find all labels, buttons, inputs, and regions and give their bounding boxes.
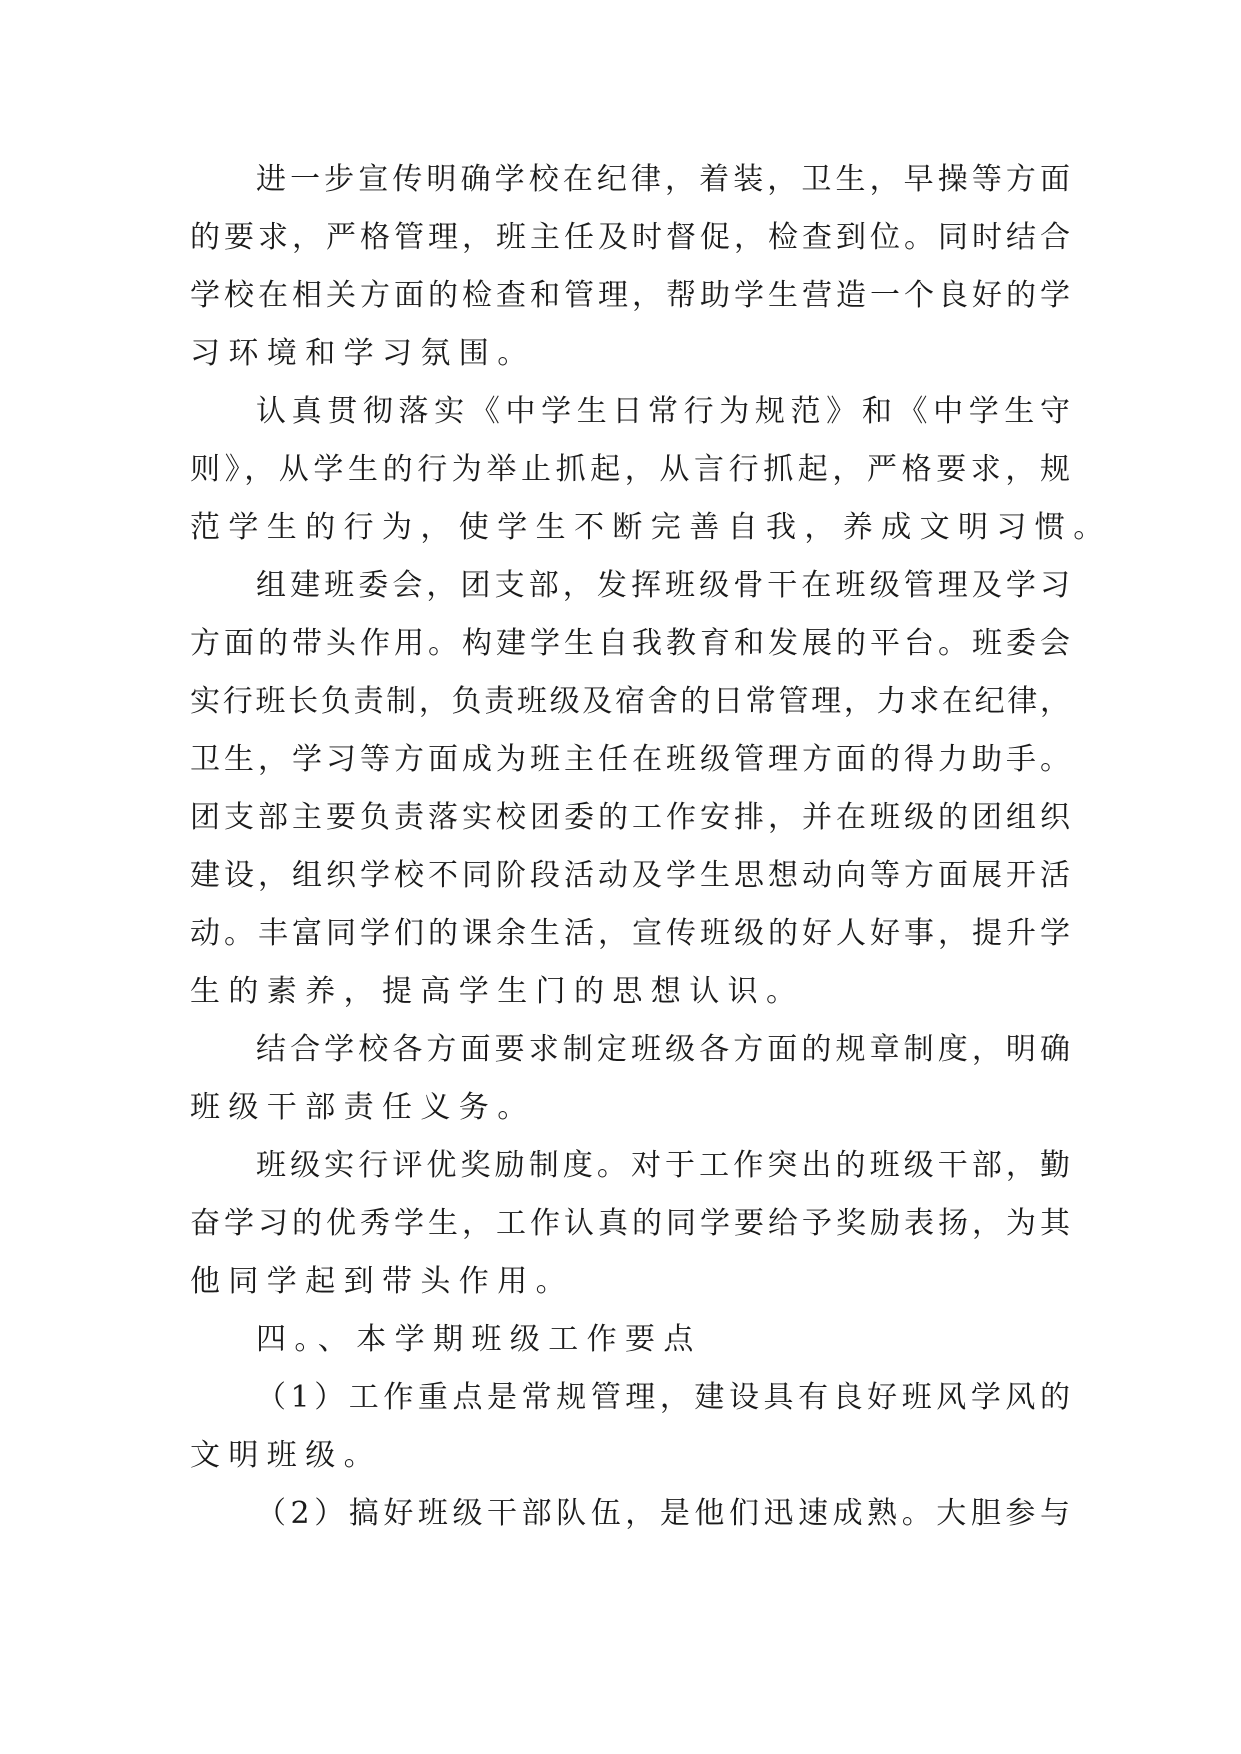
text-line: （2）搞好班级干部队伍，是他们迅速成熟。大胆参与 [256,1496,1070,1531]
text-line: 他同学起到带头作用。 [190,1264,574,1299]
text-line: 结合学校各方面要求制定班级各方面的规章制度，明确 [256,1032,1070,1067]
text-line: 组建班委会，团支部，发挥班级骨干在班级管理及学习 [256,568,1070,603]
text-line: 动。丰富同学们的课余生活，宣传班级的好人好事，提升学 [190,916,1070,951]
text-line: 实行班长负责制，负责班级及宿舍的日常管理，力求在纪律， [190,684,1070,719]
text-line: 建设，组织学校不同阶段活动及学生思想动向等方面展开活 [190,858,1070,893]
text-line: 奋学习的优秀学生，工作认真的同学要给予奖励表扬，为其 [190,1206,1070,1241]
text-line: 学校在相关方面的检查和管理，帮助学生营造一个良好的学 [190,278,1070,313]
text-line: 卫生，学习等方面成为班主任在班级管理方面的得力助手。 [190,742,1070,777]
text-line: （1）工作重点是常规管理，建设具有良好班风学风的 [256,1380,1070,1415]
text-line: 习环境和学习氛围。 [190,336,536,371]
text-line: 则》，从学生的行为举止抓起，从言行抓起，严格要求，规 [190,452,1070,487]
text-line: 方面的带头作用。构建学生自我教育和发展的平台。班委会 [190,626,1070,661]
text-line: 班级干部责任义务。 [190,1090,536,1125]
text-line: 范学生的行为，使学生不断完善自我，养成文明习惯。 [190,510,1112,545]
section-heading: 四。、本学期班级工作要点 [256,1322,702,1357]
text-line: 进一步宣传明确学校在纪律，着装，卫生，早操等方面 [256,162,1070,197]
text-line: 团支部主要负责落实校团委的工作安排，并在班级的团组织 [190,800,1070,835]
text-line: 生的素养，提高学生门的思想认识。 [190,974,805,1009]
text-line: 认真贯彻落实《中学生日常行为规范》和《中学生守 [256,394,1070,429]
text-line: 班级实行评优奖励制度。对于工作突出的班级干部，勤 [256,1148,1070,1183]
text-line: 的要求，严格管理，班主任及时督促，检查到位。同时结合 [190,220,1070,255]
text-line: 文明班级。 [190,1438,382,1473]
